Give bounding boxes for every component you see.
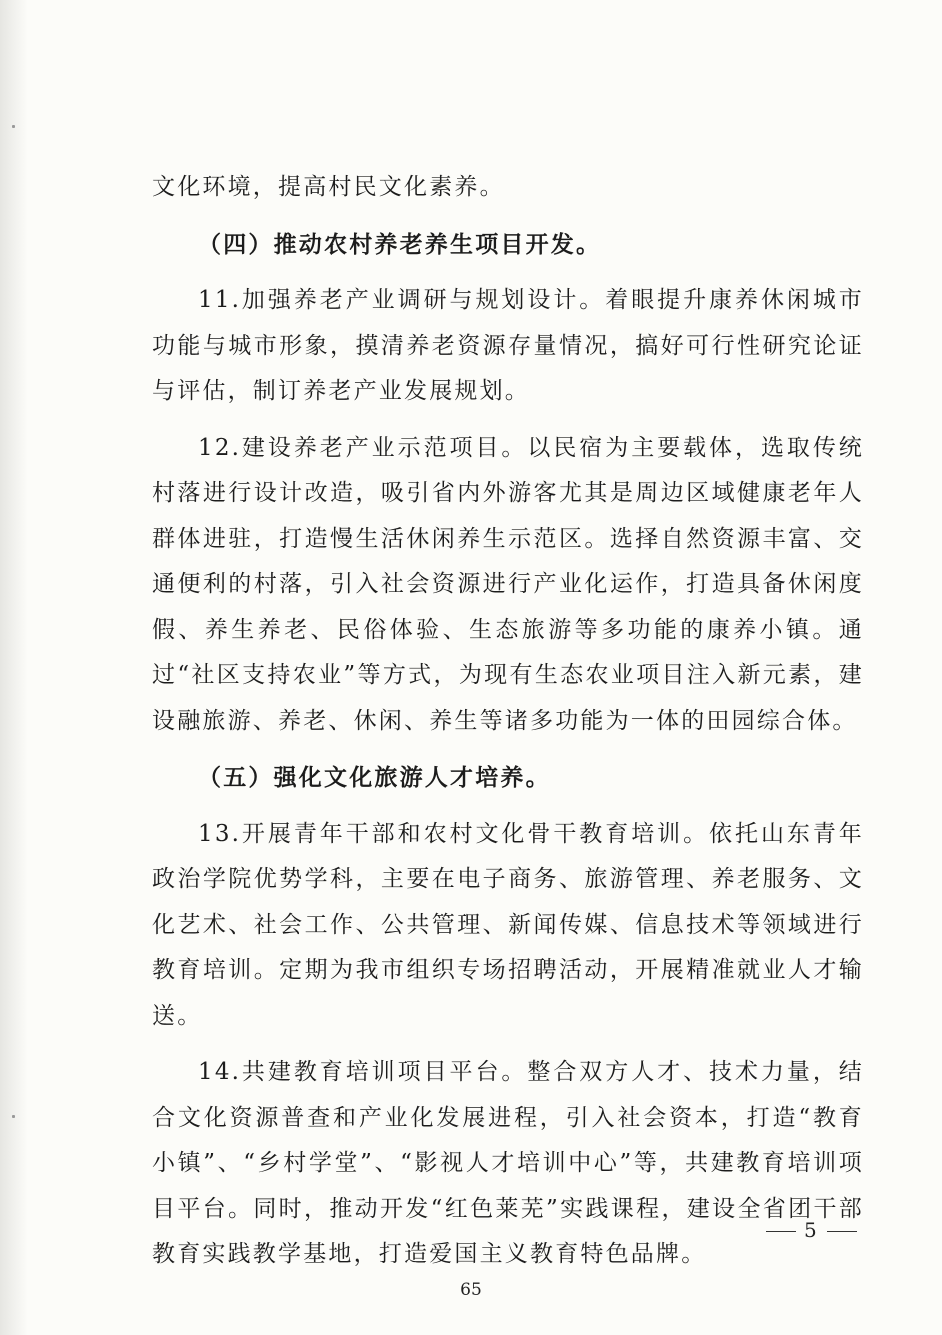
dash-right bbox=[827, 1231, 857, 1232]
section-heading-4: （四）推动农村养老养生项目开发。 bbox=[198, 230, 602, 258]
document-body bbox=[152, 165, 864, 1278]
paragraph-item-11: 11.加强养老产业调研与规划设计。着眼提升康养休闲城市功能与城市形象，摸清养老资源存量情况，搞好可行性研究论证与评估，制订养老产业发展规划。 bbox=[152, 287, 864, 404]
scan-speck bbox=[12, 1115, 15, 1118]
scan-edge-shadow bbox=[0, 0, 28, 1335]
footer-page-number: 65 bbox=[460, 1280, 482, 1300]
paragraph-item-14: 14.共建教育培训项目平台。整合双方人才、技术力量，结合文化资源普查和产业化发展进程，引入社会资本，打造“教育小镇”、“乡村学堂”、“影视人才培训中心”等，共建教育培训项目平台。同时，推动开发“红色莱芜”实践课程，建设全省团干部教育实践教学基地，打造爱国主义教育特色品牌。 bbox=[152, 1059, 864, 1267]
scan-speck bbox=[12, 125, 15, 128]
section-heading-5: （五）强化文化旅游人才培养。 bbox=[198, 764, 551, 791]
page-number bbox=[758, 1218, 865, 1242]
paragraph-item-13: 13.开展青年干部和农村文化骨干教育培训。依托山东青年政治学院优势学科，主要在电子商务、旅游管理、养老服务、文化艺术、社会工作、公共管理、新闻传媒、信息技术等领域进行教育培训。定期为我市组织专场招聘活动，开展精准就业人才输送。 bbox=[152, 820, 864, 1029]
dash-left bbox=[766, 1231, 796, 1232]
paragraph-continuation: 文化环境，提高村民文化素养。 bbox=[152, 174, 505, 200]
page-number-value: 5 bbox=[804, 1218, 819, 1242]
paragraph-item-12: 12.建设养老产业示范项目。以民宿为主要载体，选取传统村落进行设计改造，吸引省内外游客尤其是周边区域健康老年人群体进驻，打造慢生活休闲养生示范区。选择自然资源丰富、交通便利的村落，引入社会资源进行产业化运作，打造具备休闲度假、养生养老、民俗体验、生态旅游等多功能的康养小镇。通过“社区支持农业”等方式，为现有生态农业项目注入新元素，建设融旅游、养老、休闲、养生等诸多功能为一体的田园综合体。 bbox=[152, 434, 864, 734]
